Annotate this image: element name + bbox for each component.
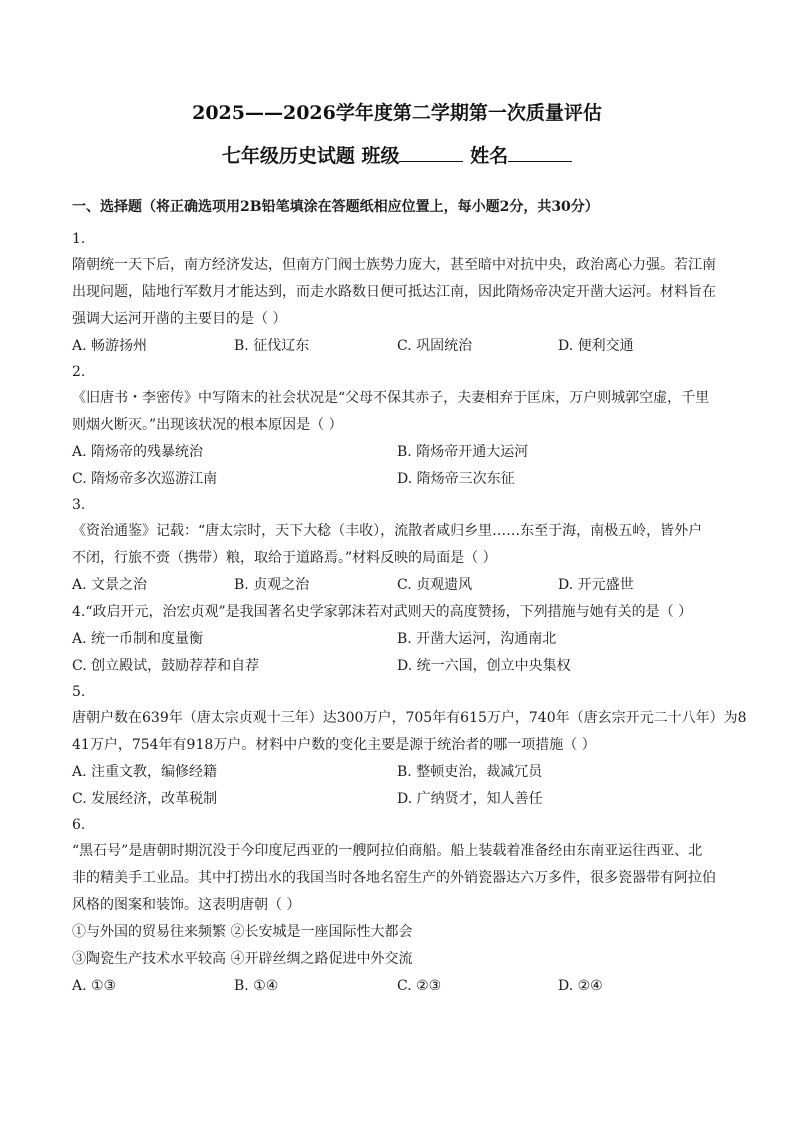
section-heading: 一、选择题（将正确选项用2B铅笔填涂在答题纸相应位置上，每小题2分，共30分）: [72, 199, 599, 215]
question-2-number: 2.: [72, 364, 86, 380]
question-2-option-c[interactable]: C. 隋炀帝多次巡游江南: [72, 471, 218, 487]
subtitle-name-label: 姓名: [470, 145, 509, 167]
question-2-option-b[interactable]: B. 隋炀帝开通大运河: [397, 444, 529, 460]
question-6-number: 6.: [72, 817, 86, 833]
question-2-option-a[interactable]: A. 隋炀帝的残暴统治: [72, 444, 204, 460]
question-3-option-b[interactable]: B. 贞观之治: [234, 577, 310, 593]
question-3-stem-line: 《资治通鉴》记载：“唐太宗时，天下大稔（丰收），流散者咸归乡里……东至于海，南极五岭，皆外户: [72, 523, 703, 539]
question-5-option-d[interactable]: D. 广纳贤才，知人善任: [397, 791, 543, 807]
question-6-stem-line: “黑石号”是唐朝时期沉没于今印度尼西亚的一艘阿拉伯商船。船上装载着准备经由东南亚运往西亚、北: [72, 843, 703, 859]
exam-subtitle: [0, 141, 794, 168]
question-6-statement-line: ③陶瓷生产技术水平较高 ④开辟丝绸之路促进中外交流: [72, 951, 413, 967]
question-6-option-b[interactable]: B. ①④: [234, 978, 279, 994]
question-4-option-a[interactable]: A. 统一币制和度量衡: [72, 631, 204, 647]
question-6-stem-line: 非的精美手工业品。其中打捞出水的我国当时各地名窑生产的外销瓷器达六万多件，很多瓷器带有阿拉伯: [72, 870, 716, 886]
subtitle-class-label: 七年级历史试题 班级: [221, 145, 400, 167]
question-4-option-d[interactable]: D. 统一六国，创立中央集权: [397, 658, 571, 674]
question-1-option-c[interactable]: C. 巩固统治: [397, 338, 473, 354]
name-blank[interactable]: [508, 143, 572, 162]
question-3-option-c[interactable]: C. 贞观遗风: [397, 577, 473, 593]
question-1-stem-line: 强调大运河开凿的主要目的是（ ）: [72, 311, 287, 327]
class-blank[interactable]: [399, 143, 463, 162]
question-5-option-a[interactable]: A. 注重文教，编修经籍: [72, 764, 218, 780]
question-2-stem-line: 则烟火断灭。”出现该状况的根本原因是（ ）: [72, 417, 343, 433]
question-5-stem-line: 唐朝户数在639年（唐太宗贞观十三年）达300万户，705年有615万户，740年（唐玄宗开元二十八年）为8: [72, 710, 747, 726]
question-5-stem-line: 41万户，754年有918万户。材料中户数的变化主要是源于统治者的哪一项措施（ ）: [72, 737, 596, 753]
question-3-option-d[interactable]: D. 开元盛世: [558, 577, 634, 593]
question-3-option-a[interactable]: A. 文景之治: [72, 577, 148, 593]
question-1-option-a[interactable]: A. 畅游扬州: [72, 338, 148, 354]
question-5-option-c[interactable]: C. 发展经济，改革税制: [72, 791, 218, 807]
question-4-stem-line: “政启开元，治宏贞观”是我国著名史学家郭沫若对武则天的高度赞扬，下列措施与她有关的是（ ）: [85, 604, 693, 620]
question-1-option-d[interactable]: D. 便利交通: [558, 338, 634, 354]
question-2-stem-line: 《旧唐书・李密传》中写隋末的社会状况是“父母不保其赤子，夫妻相弃于匡床，万户则城郭空虚，千里: [72, 390, 710, 406]
question-4-option-c[interactable]: C. 创立殿试，鼓励荐荐和自荐: [72, 658, 260, 674]
question-4-number: 4.: [72, 604, 86, 620]
question-1-option-b[interactable]: B. 征伐辽东: [234, 338, 310, 354]
question-6-option-a[interactable]: A. ①③: [72, 978, 117, 994]
question-4-stem: [72, 602, 692, 622]
question-6-stem-line: 风格的图案和装饰。这表明唐朝（ ）: [72, 897, 301, 913]
question-6-option-d[interactable]: D. ②④: [558, 978, 603, 994]
question-6-statement-line: ①与外国的贸易往来频繁 ②长安城是一座国际性大都会: [72, 924, 413, 940]
question-5-option-b[interactable]: B. 整顿吏治，裁减冗员: [397, 764, 543, 780]
question-6-option-c[interactable]: C. ②③: [397, 978, 442, 994]
question-3-stem-line: 不闭，行旅不赍（携带）粮，取给于道路焉。”材料反映的局面是（ ）: [72, 550, 497, 566]
question-5-number: 5.: [72, 684, 86, 700]
question-2-option-d[interactable]: D. 隋炀帝三次东征: [397, 471, 515, 487]
question-1-number: 1.: [72, 231, 86, 247]
question-1-stem-line: 隋朝统一天下后，南方经济发达，但南方门阀士族势力庞大，甚至暗中对抗中央，政治离心力强。若江南: [72, 257, 716, 273]
question-1-stem-line: 出现问题，陆地行军数月才能达到，而走水路数日便可抵达江南，因此隋炀帝决定开凿大运河。材料旨在: [72, 284, 716, 300]
question-3-number: 3.: [72, 497, 86, 513]
exam-title: 2025——2026学年度第二学期第一次质量评估: [192, 102, 602, 124]
question-4-option-b[interactable]: B. 开凿大运河，沟通南北: [397, 631, 557, 647]
